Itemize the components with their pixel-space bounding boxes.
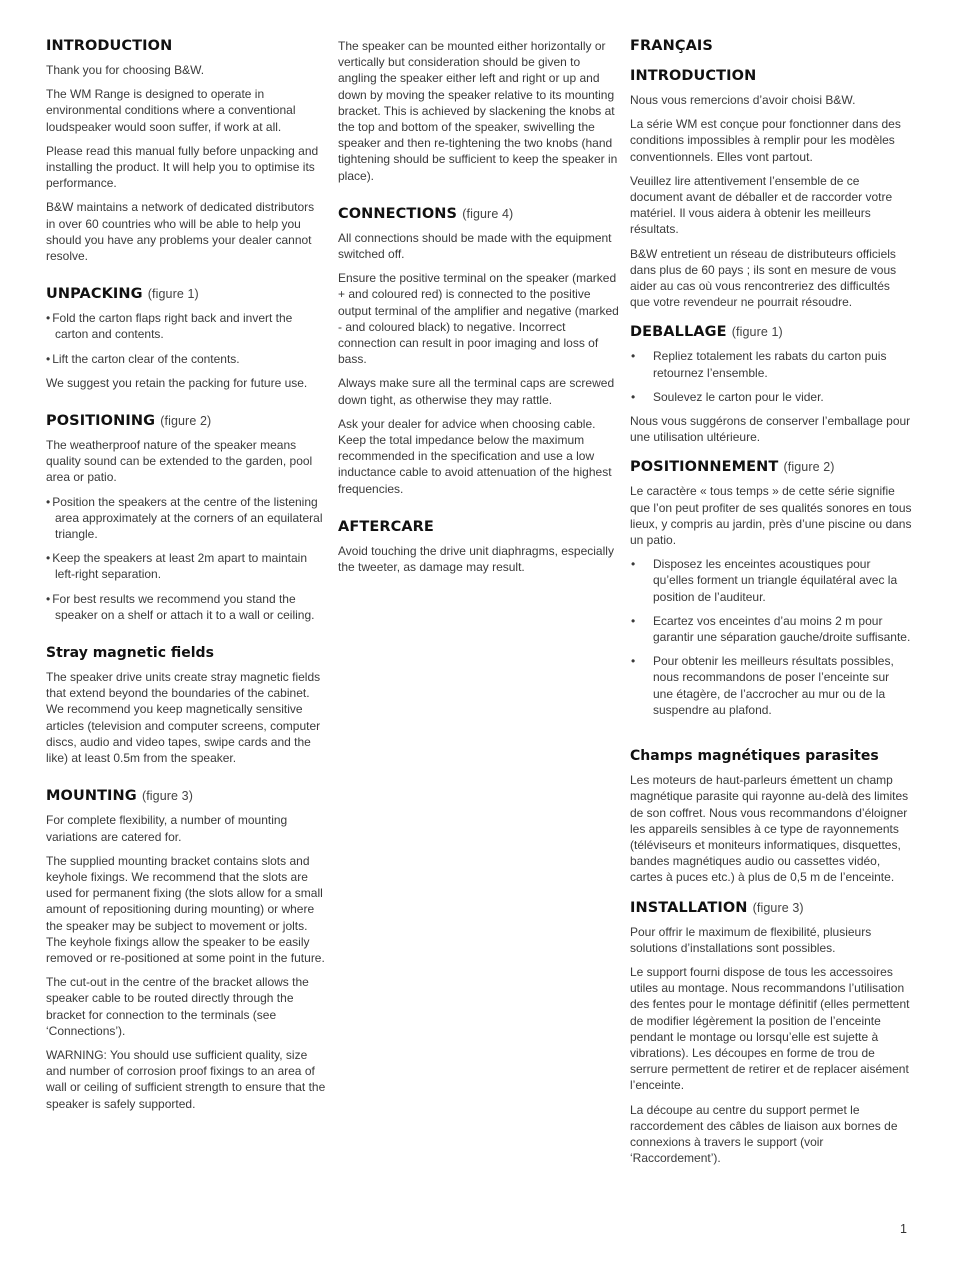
figure-reference: (figure 3) xyxy=(752,900,804,915)
heading-introduction-fr: INTRODUCTION xyxy=(630,68,757,84)
mounting-paragraph: The supplied mounting bracket contains slots and keyhole fixings. We recommend that the slots are used for permanent fixing (the slots allow for a small amount of repositioning during mounting) or where the speaker may be subject to movement or jolts. The keyhole fixings allow the speaker to be easily removed or re-positioned at some point in the future. xyxy=(46,853,325,965)
heading-introduction: INTRODUCTION xyxy=(46,38,173,54)
list-item: • Position the speakers at the centre of the listening area approximately at the corners of an equilateral triangle. xyxy=(46,494,326,543)
list-item: • Ecartez vos enceintes d’au moins 2 m pour garantir une séparation gauche/droite suffisante. xyxy=(630,613,912,645)
list-item: • Fold the carton flaps right back and invert the carton and contents. xyxy=(46,310,326,342)
heading-positionnement: POSITIONNEMENT (figure 2) xyxy=(630,459,835,476)
figure-reference: (figure 2) xyxy=(783,460,835,475)
mounting-warning: WARNING: You should use sufficient quality, size and number of corrosion proof fixings to an area of wall or ceiling of sufficient strength to ensure that the speaker is safely supported. xyxy=(46,1047,326,1111)
page-number: 1 xyxy=(900,1222,907,1236)
connections-paragraph: All connections should be made with the equipment switched off. xyxy=(338,230,612,262)
unpacking-list xyxy=(46,310,326,367)
figure-reference: (figure 1) xyxy=(147,287,199,302)
intro-paragraph: The WM Range is designed to operate in environmental conditions where a conventional loudspeaker would soon suffer, if work at all. xyxy=(46,87,296,134)
intro-paragraph: B&W maintains a network of dedicated distributors in over 60 countries who will be able to help you should you have any problems your dealer cannot resolve. xyxy=(46,200,315,264)
positioning-list xyxy=(46,494,326,623)
positionnement-paragraph: Le caractère « tous temps » de cette série signifie que l’on peut profiter de ses qualités sonores en tous lieux, y compris au jardin, près d’une piscine ou dans un patio. xyxy=(630,484,912,548)
figure-reference: (figure 1) xyxy=(731,325,783,340)
stray-fields-paragraph: The speaker drive units create stray magnetic fields that extend beyond the boundaries of the cabinet. We recommend you keep magnetically sensitive articles (television and computer screens, computer discs, audio and video tapes, swipe cards and the like) at least 0.5m from the speaker. xyxy=(46,670,321,766)
heading-champs-magnetiques: Champs magnétiques parasites xyxy=(630,748,879,765)
list-item: • Pour obtenir les meilleurs résultats possibles, nous recommandons de poser l’enceinte sur une étagère, de l’accrocher au mur ou de la suspendre au plafond. xyxy=(630,653,912,718)
installation-paragraph: Le support fourni dispose de tous les accessoires utiles au montage. Nous recommandons l’utilisation des fentes pour le montage définitif (elles permettent de modifier légèrement la position de l’enceinte pendant le montage ou lorsqu’elle est sujette à vibrations). Les découpes en forme de trou de serrure permettent de retirer et de replacer aisément l’enceinte. xyxy=(630,964,910,1093)
figure-reference: (figure 2) xyxy=(160,414,212,429)
deballage-paragraph: Nous vous suggérons de conserver l’emballage pour une utilisation ultérieure. xyxy=(630,414,911,445)
connections-paragraph: Ask your dealer for advice when choosing cable. Keep the total impedance below the maximum recommended in the specification and use a low inductance cable to avoid attenuation of the highest frequencies. xyxy=(338,416,612,496)
list-item: • Disposez les enceintes acoustiques pour qu’elles forment un triangle équilatéral avec la position de l’auditeur. xyxy=(630,556,912,605)
aftercare-paragraph: Avoid touching the drive unit diaphragms, especially the tweeter, as damage may result. xyxy=(338,543,614,575)
heading-aftercare: AFTERCARE xyxy=(338,518,434,535)
intro-paragraph-fr: La série WM est conçue pour fonctionner dans des conditions impossibles à remplir pour les modèles conventionnels. Elles vont partout. xyxy=(630,117,901,164)
heading-mounting: MOUNTING (figure 3) xyxy=(46,788,193,805)
column-english-left xyxy=(46,38,326,1120)
intro-paragraph-fr: Nous vous remercions d’avoir choisi B&W. xyxy=(630,93,856,107)
heading-positioning: POSITIONING (figure 2) xyxy=(46,413,212,430)
list-item: • For best results we recommend you stand the speaker on a shelf or attach it to a wall or ceiling. xyxy=(46,591,326,623)
column-english-right xyxy=(338,38,620,583)
figure-reference: (figure 4) xyxy=(462,206,514,221)
intro-paragraph: Please read this manual fully before unpacking and installing the product. It will help you to optimise its performance. xyxy=(46,143,319,191)
column-french xyxy=(630,38,912,1174)
list-item: • Lift the carton clear of the contents. xyxy=(46,351,326,367)
intro-paragraph-fr: Veuillez lire attentivement l’ensemble de ce document avant de déballer et de raccorder votre matériel. Il vous aidera à obtenir les meilleurs résultats. xyxy=(630,173,893,237)
heading-connections: CONNECTIONS (figure 4) xyxy=(338,205,514,222)
heading-deballage: DEBALLAGE (figure 1) xyxy=(630,324,783,341)
intro-paragraph: Thank you for choosing B&W. xyxy=(46,63,205,77)
unpacking-paragraph: We suggest you retain the packing for future use. xyxy=(46,375,308,390)
champs-paragraph: Les moteurs de haut-parleurs émettent un champ magnétique parasite qui rayonne au-delà des limites de son coffret. Nous vous recommandons d’éloigner les appareils sensibles à ce type de rayonnements (téléviseurs et moniteurs informatiques, disquettes, bandes magnétiques audio ou cassettes vidéo, cartes à puces etc.) à plus de 0,5 m de l’enceinte. xyxy=(630,773,909,885)
mounting-paragraph: The cut-out in the centre of the bracket allows the speaker cable to be routed directly through the bracket for connection to the terminals (see ‘Connections’). xyxy=(46,975,309,1038)
list-item: • Repliez totalement les rabats du carton puis retournez l’ensemble. xyxy=(630,348,912,380)
heading-unpacking: UNPACKING (figure 1) xyxy=(46,286,199,303)
mounting-paragraph: For complete flexibility, a number of mounting variations are catered for. xyxy=(46,813,288,844)
positioning-paragraph: The weatherproof nature of the speaker means quality sound can be extended to the garden, pool area or patio. xyxy=(46,438,313,485)
heading-stray-magnetic-fields: Stray magnetic fields xyxy=(46,645,214,662)
deballage-list xyxy=(630,348,912,405)
figure-reference: (figure 3) xyxy=(141,789,193,804)
connections-paragraph: Always make sure all the terminal caps are screwed down tight, as otherwise they may rattle. xyxy=(338,376,615,407)
mounting-continued-paragraph: The speaker can be mounted either horizontally or vertically but consideration should be given to angling the speaker either left and right or up and down by moving the speaker relative to its mounting bracket. This is achieved by slackening the knobs at the top and bottom of the speaker, swivelling the speaker and then re-tightening the two knobs (hand tightening should be sufficient to keep the speaker in place). xyxy=(338,39,618,183)
heading-francais: FRANÇAIS xyxy=(630,38,713,54)
installation-paragraph: La découpe au centre du support permet le raccordement des câbles de liaison aux bornes de connexions à travers le support (voir ‘Raccordement’). xyxy=(630,1102,898,1166)
positionnement-list xyxy=(630,556,912,718)
list-item: • Soulevez le carton pour le vider. xyxy=(630,389,912,405)
installation-paragraph: Pour offrir le maximum de flexibilité, plusieurs solutions d’installations sont possibles. xyxy=(630,924,872,955)
list-item: • Keep the speakers at least 2m apart to maintain left-right separation. xyxy=(46,550,326,582)
heading-installation: INSTALLATION (figure 3) xyxy=(630,899,804,916)
intro-paragraph-fr: B&W entretient un réseau de distributeurs officiels dans plus de 60 pays ; ils sont en mesure de vous aider au cas où vous rencontreriez des difficultés que votre revendeur ne pourrait résoudre. xyxy=(630,246,897,310)
connections-paragraph: Ensure the positive terminal on the speaker (marked + and coloured red) is connected to the positive output terminal of the amplifier and negative (marked - and coloured black) to negative. Incorrect connection can result in poor imaging and loss of bass. xyxy=(338,271,619,367)
